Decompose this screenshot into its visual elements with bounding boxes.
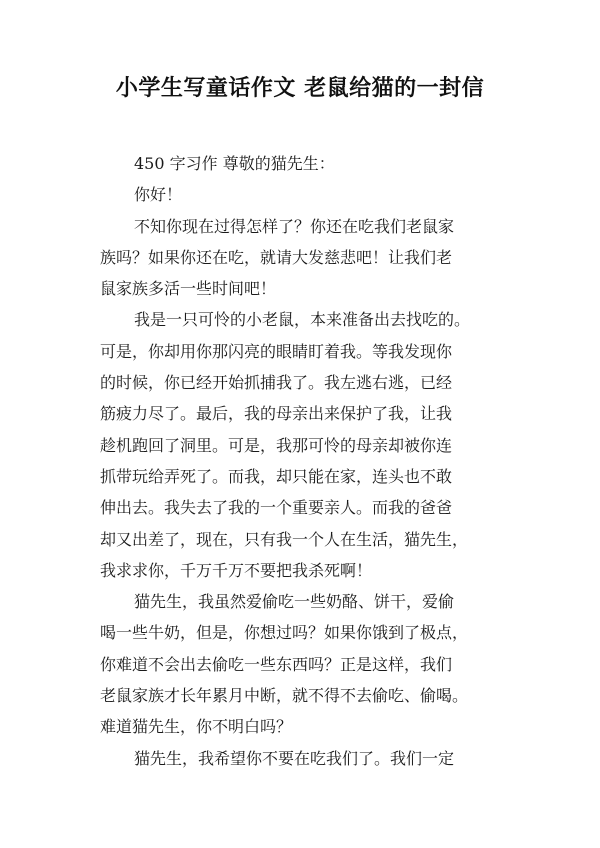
text-line: 450 字习作 尊敬的猫先生：: [134, 154, 335, 173]
text-line: 猫先生，我希望你不要在吃我们了。我们一定: [134, 748, 455, 768]
text-line: 难道猫先生，你不明白吗？: [100, 717, 293, 737]
text-line: 你好！: [134, 185, 183, 205]
text-line: 抓带玩给弄死了。而我，却只能在家，连头也不敢: [100, 466, 453, 486]
document-body: [100, 148, 500, 774]
text-line: 伸出去。我失去了我的一个重要亲人。而我的爸爸: [100, 498, 453, 518]
text-line: 可是，你却用你那闪亮的眼睛盯着我。等我发现你: [100, 341, 453, 361]
text-line: 老鼠家族才长年累月中断，就不得不去偷吃、偷喝。: [100, 686, 469, 706]
text-line: 趁机跑回了洞里。可是，我那可怜的母亲却被你连: [100, 435, 453, 455]
text-line: 猫先生，我虽然爱偷吃一些奶酪、饼干，爱偷: [134, 592, 455, 612]
text-line: 却又出差了，现在，只有我一个人在生活，猫先生，: [100, 529, 469, 549]
text-line: 你难道不会出去偷吃一些东西吗？正是这样，我们: [100, 654, 453, 674]
text-line: 喝一些牛奶，但是，你想过吗？如果你饿到了极点，: [100, 623, 469, 643]
text-line: 不知你现在过得怎样了？你还在吃我们老鼠家: [134, 216, 455, 236]
text-line: 鼠家族多活一些时间吧！: [100, 279, 277, 299]
text-line: 的时候，你已经开始抓捕我了。我左逃右逃，已经: [100, 373, 453, 393]
text-line: 筋疲力尽了。最后，我的母亲出来保护了我，让我: [100, 404, 453, 424]
document-title: 小学生写童话作文 老鼠给猫的一封信: [115, 76, 485, 101]
text-line: 我是一只可怜的小老鼠，本来准备出去找吃的。: [134, 310, 471, 330]
text-line: 族吗？如果你还在吃，就请大发慈悲吧！让我们老: [100, 247, 453, 267]
text-line: 我求求你，千万千万不要把我杀死啊！: [100, 560, 373, 580]
